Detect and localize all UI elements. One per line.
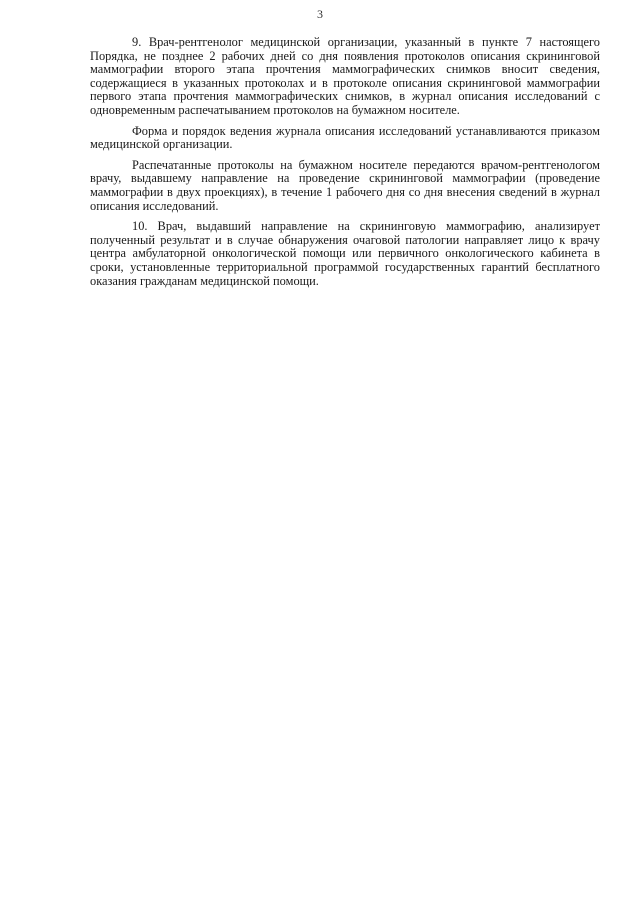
paragraph-printed-protocols: Распечатанные протоколы на бумажном носителе передаются врачом-рентгенологом врачу, выдавшему направление на проведение скрининговой маммографии (проведение маммографии в двух проекциях), в течение 1 рабочего дня со дня внесения сведений в журнал описания исследований. xyxy=(90,157,600,213)
paragraph-item-10: 10. Врач, выдавший направление на скрининговую маммографию, анализирует полученный результат и в случае обнаружения очаговой патологии направляет лицо к врачу центра амбулаторной онкологической помощи или первичного онкологического кабинета в сроки, установленные территориальной программой государственных гарантий бесплатного оказания гражданам медицинской помощи. xyxy=(90,219,600,288)
paragraph-item-9: 9. Врач-рентгенолог медицинской организации, указанный в пункте 7 настоящего Порядка, не позднее 2 рабочих дней со дня появления протоколов описания скрининговой маммографии второго этапа прочтения маммографических снимков вносит сведения, содержащиеся в указанных протоколах и в протоколе описания скрининговой маммографии первого этапа прочтения маммографических снимков, в журнал описания исследований с одновременным распечатыванием протоколов на бумажном носителе. xyxy=(90,35,600,117)
paragraph-journal-form: Форма и порядок ведения журнала описания исследований устанавливаются приказом медицинской организации. xyxy=(90,123,600,152)
document-body xyxy=(90,36,600,295)
page-number: 3 xyxy=(317,7,323,21)
